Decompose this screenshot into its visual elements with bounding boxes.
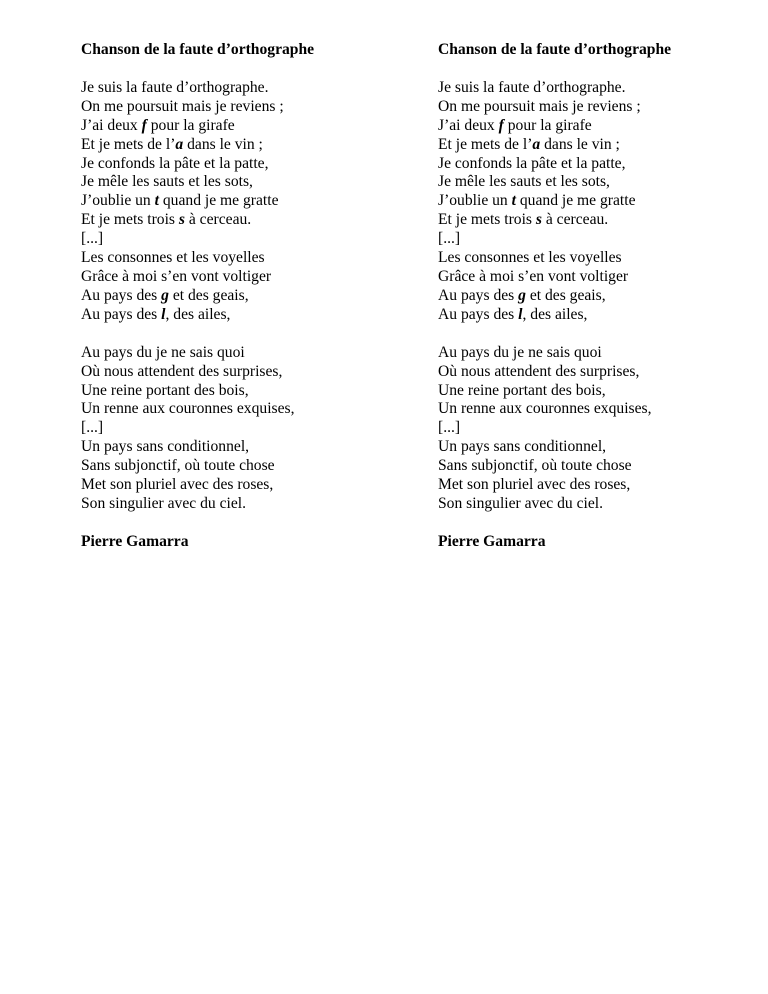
emphasized-letter: l (161, 305, 166, 323)
stanza-2 (81, 344, 401, 514)
line-text: [...] (438, 419, 461, 437)
poem-line (81, 438, 401, 457)
poem-line (438, 363, 758, 382)
poem-line (81, 400, 401, 419)
emphasized-letter: g (161, 286, 169, 304)
line-text: [...] (81, 419, 104, 437)
poem-line (438, 495, 758, 514)
emphasized-letter: f (141, 116, 147, 134)
poem-author: Pierre Gamarra (438, 532, 546, 550)
line-text: Je confonds la pâte et la patte, (438, 154, 626, 172)
line-text: Les consonnes et les voyelles (438, 249, 622, 267)
line-text: J’ai deux (438, 116, 499, 134)
line-text: à cerceau. (541, 211, 609, 229)
line-text: Je suis la faute d’orthographe. (81, 78, 269, 96)
line-text: J’oublie un (81, 192, 155, 210)
poem-line (438, 249, 758, 268)
poem-line (438, 79, 758, 98)
line-text: Grâce à moi s’en vont voltiger (81, 267, 272, 285)
line-text: Et je mets de l’ (438, 135, 533, 153)
line-text: [...] (438, 230, 461, 248)
poem-line (438, 117, 758, 136)
line-text: pour la girafe (503, 116, 592, 134)
poem-line (438, 438, 758, 457)
poem-line (438, 400, 758, 419)
emphasized-letter: a (532, 135, 541, 153)
line-text: Où nous attendent des surprises, (81, 362, 283, 380)
line-text: dans le vin ; (183, 135, 263, 153)
line-text: Un renne aux couronnes exquises, (438, 400, 652, 418)
line-text: On me poursuit mais je reviens ; (438, 97, 641, 115)
line-text: Son singulier avec du ciel. (81, 494, 246, 512)
poem-line (438, 476, 758, 495)
emphasized-letter: s (535, 211, 542, 229)
emphasized-letter: l (518, 305, 523, 323)
line-text: à cerceau. (184, 211, 252, 229)
line-text: Une reine portant des bois, (438, 381, 606, 399)
poem-line (81, 419, 401, 438)
line-text: pour la girafe (146, 116, 235, 134)
line-text: J’oublie un (438, 192, 512, 210)
emphasized-letter: g (518, 286, 526, 304)
emphasized-letter: s (178, 211, 185, 229)
line-text: Où nous attendent des surprises, (438, 362, 640, 380)
poem-line (438, 344, 758, 363)
line-text: dans le vin ; (540, 135, 620, 153)
line-text: Au pays des (438, 305, 519, 323)
line-text: , des ailes, (522, 305, 588, 323)
stanza-1 (438, 79, 758, 325)
poem-line (81, 136, 401, 155)
line-text: On me poursuit mais je reviens ; (81, 97, 284, 115)
line-text: et des geais, (525, 286, 606, 304)
line-text: Met son pluriel avec des roses, (81, 476, 274, 494)
poem-title: Chanson de la faute d’orthographe (81, 41, 315, 58)
poem-title: Chanson de la faute d’orthographe (438, 41, 672, 58)
line-text: Grâce à moi s’en vont voltiger (438, 267, 629, 285)
line-text: Et je mets trois (81, 211, 179, 229)
line-text: Au pays du je ne sais quoi (81, 343, 245, 361)
poem-line (81, 363, 401, 382)
poem-line (438, 268, 758, 287)
line-text: Au pays des (81, 305, 162, 323)
poem-line (438, 211, 758, 230)
line-text: Je mêle les sauts et les sots, (438, 173, 610, 191)
poem-line (81, 155, 401, 174)
line-text: Les consonnes et les voyelles (81, 249, 265, 267)
poem-line (81, 173, 401, 192)
line-text: et des geais, (168, 286, 249, 304)
line-text: Je suis la faute d’orthographe. (438, 78, 626, 96)
poem-line (438, 173, 758, 192)
poem-line (438, 287, 758, 306)
stanza-1 (81, 79, 401, 325)
poem-line (81, 344, 401, 363)
line-text: Au pays des (81, 286, 162, 304)
line-text: Et je mets de l’ (81, 135, 176, 153)
line-text: [...] (81, 230, 104, 248)
line-text: Sans subjonctif, où toute chose (81, 457, 275, 475)
line-text: Son singulier avec du ciel. (438, 494, 603, 512)
line-text: Sans subjonctif, où toute chose (438, 457, 632, 475)
poem-line (438, 136, 758, 155)
poem-line (81, 457, 401, 476)
stanza-2 (438, 344, 758, 514)
poem-line (438, 457, 758, 476)
poem-line (81, 495, 401, 514)
poem-author: Pierre Gamarra (81, 532, 189, 550)
line-text: Un pays sans conditionnel, (81, 438, 250, 456)
poem-line (81, 117, 401, 136)
poem-line (438, 382, 758, 401)
line-text: , des ailes, (165, 305, 231, 323)
emphasized-letter: a (175, 135, 184, 153)
poem-line (81, 79, 401, 98)
poem-line (81, 249, 401, 268)
line-text: Au pays des (438, 286, 519, 304)
poem-line (438, 192, 758, 211)
poem-copy-left (81, 41, 401, 552)
line-text: Au pays du je ne sais quoi (438, 343, 602, 361)
poem-line (438, 230, 758, 249)
line-text: Une reine portant des bois, (81, 381, 249, 399)
poem-line (81, 211, 401, 230)
poem-line (81, 230, 401, 249)
poem-line (438, 306, 758, 325)
poem-line (81, 382, 401, 401)
poem-line (81, 192, 401, 211)
emphasized-letter: t (511, 192, 516, 210)
line-text: quand je me gratte (515, 192, 636, 210)
poem-line (81, 306, 401, 325)
poem-line (81, 287, 401, 306)
poem-line (438, 419, 758, 438)
poem-line (81, 268, 401, 287)
line-text: Je confonds la pâte et la patte, (81, 154, 269, 172)
poem-line (81, 98, 401, 117)
poem-line (438, 155, 758, 174)
line-text: quand je me gratte (158, 192, 279, 210)
poem-copy-right (438, 41, 758, 552)
line-text: Un renne aux couronnes exquises, (81, 400, 295, 418)
line-text: Je mêle les sauts et les sots, (81, 173, 253, 191)
emphasized-letter: f (498, 116, 504, 134)
poem-line (438, 98, 758, 117)
line-text: Met son pluriel avec des roses, (438, 476, 631, 494)
poem-line (81, 476, 401, 495)
emphasized-letter: t (154, 192, 159, 210)
line-text: J’ai deux (81, 116, 142, 134)
line-text: Et je mets trois (438, 211, 536, 229)
line-text: Un pays sans conditionnel, (438, 438, 607, 456)
